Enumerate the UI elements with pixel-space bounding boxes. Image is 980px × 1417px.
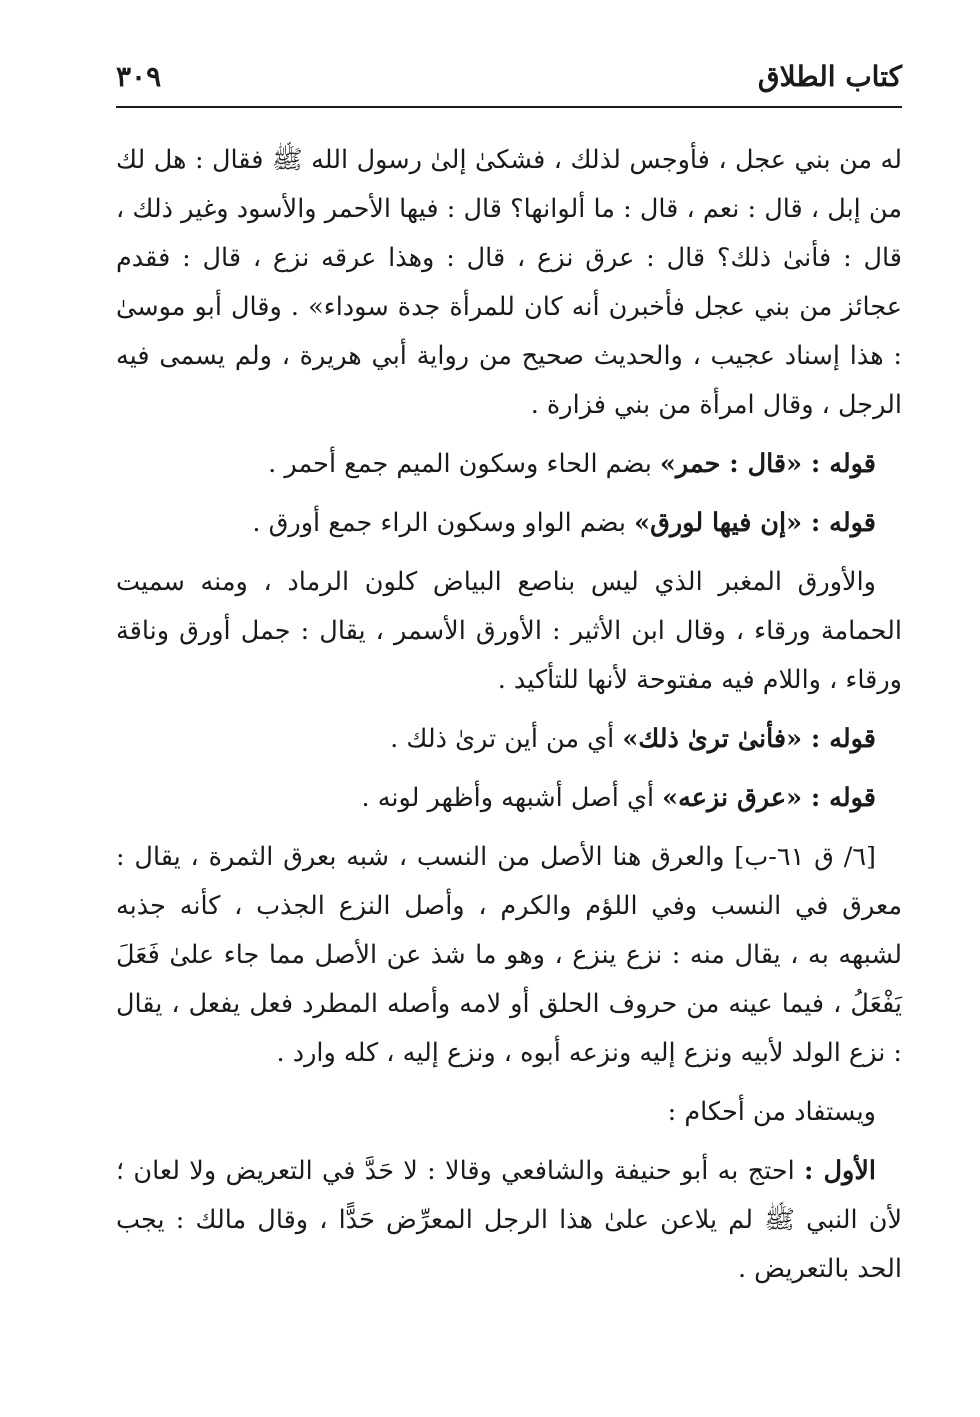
- book-title: كتاب الطلاق: [757, 60, 902, 93]
- lemma-text: قوله : «عرق نزعه»: [662, 783, 876, 813]
- ruling-heading: الأول :: [804, 1156, 877, 1186]
- commentary-text: بضم الواو وسكون الراء جمع أورق .: [252, 508, 635, 538]
- paragraph-explanation: [٦/ ق ٦١-ب] والعرق هنا الأصل من النسب ، شبه بعرق الثمرة ، يقال : معرق في النسب وفي اللؤم والكرم ، وأصل النزع الجذب ، كأنه جذبه لشبهه به ، يقال منه : نزع ينزع ، وهو ما شذ عن الأصل مما جاء علىٰ فَعَلَ يَفْعَلُ ، فيما عينه من حروف الحلق أو لامه وأصله المطرد فعل يفعل ، يقال : نزع الولد لأبيه ونزع إليه ونزعه أبوه ، ونزع إليه ، كله وارد .: [116, 842, 902, 1068]
- paragraph-rulings-intro: ويستفاد من أحكام :: [667, 1097, 876, 1127]
- header-rule: [116, 106, 902, 108]
- commentary-text: أي أصل أشبهه وأظهر لونه .: [361, 783, 663, 813]
- paragraph-explanation: والأورق المغبر الذي ليس بناصع البياض كلون الرماد ، ومنه سميت الحمامة ورقاء ، وقال ابن الأثير : الأورق الأسمر ، يقال : جمل أورق وناقة ورقاء ، واللام فيه مفتوحة لأنها للتأكيد .: [116, 567, 902, 695]
- paragraph-ruling: [116, 1147, 902, 1294]
- paragraph-commentary: [116, 715, 902, 764]
- lemma-text: قوله : «قال : حمر»: [659, 449, 876, 479]
- running-header: [116, 52, 902, 102]
- commentary-text: بضم الحاء وسكون الميم جمع أحمر .: [268, 449, 660, 479]
- paragraph-commentary: [116, 499, 902, 548]
- paragraph-commentary: [116, 774, 902, 823]
- page-body: [116, 128, 902, 1294]
- paragraph-commentary: [116, 440, 902, 489]
- page-number: ٣٠٩: [116, 60, 162, 93]
- paragraph-hadith: له من بني عجل ، فأوجس لذلك ، فشكىٰ إلىٰ رسول الله ﷺ فقال : هل لك من إبل ، قال : نعم ، قال : ما ألوانها؟ قال : فيها الأحمر والأسود وغير ذلك ، قال : فأنىٰ ذلك؟ قال : عرق نزع ، قال : وهذا عرقه نزع ، قال : فقدم عجائز من بني عجل فأخبرن أنه كان للمرأة جدة سوداء» . وقال أبو موسىٰ : هذا إسناد عجيب ، والحديث صحيح من رواية أبي هريرة ، ولم يسمى فيه الرجل ، وقال امرأة من بني فزارة .: [116, 145, 902, 420]
- commentary-text: أي من أين ترىٰ ذلك .: [390, 724, 623, 754]
- ruling-text: احتج به أبو حنيفة والشافعي وقالا : لا حَدَّ في التعريض ولا لعان ؛ لأن النبي ﷺ لم يلاعن علىٰ هذا الرجل المعرِّض حَدًّا ، وقال مالك : يجب الحد بالتعريض .: [116, 1156, 902, 1284]
- lemma-text: قوله : «إن فيها لورق»: [634, 508, 876, 538]
- lemma-text: قوله : «فأنىٰ ترىٰ ذلك»: [622, 724, 876, 754]
